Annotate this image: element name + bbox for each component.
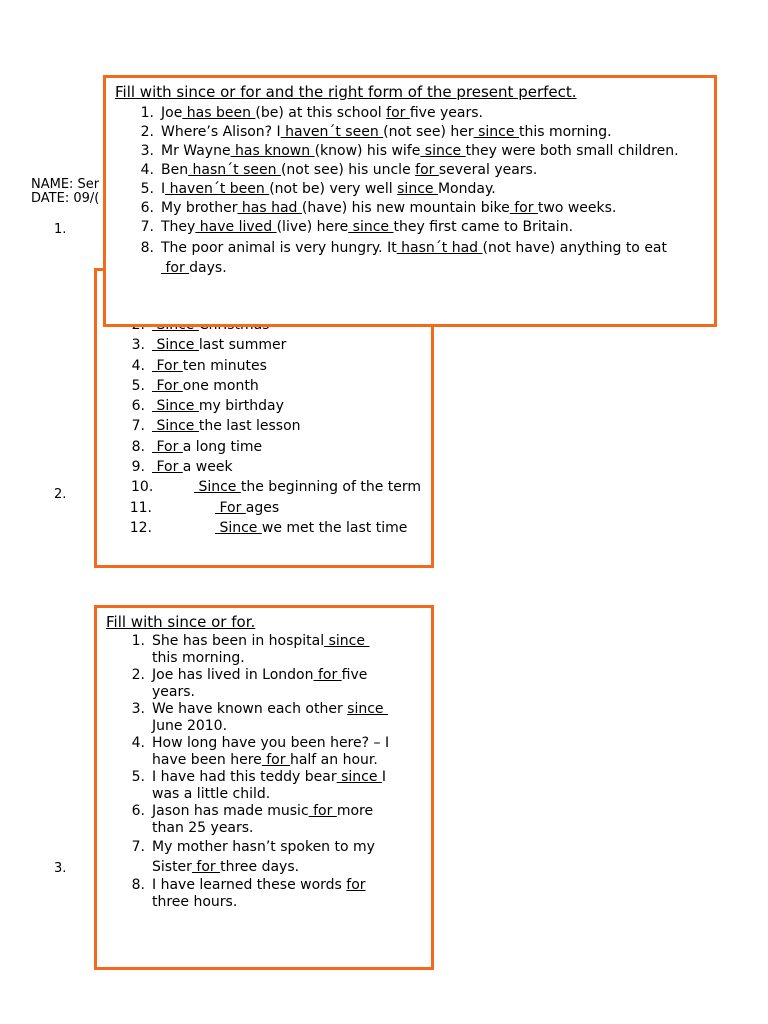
item-number: 9. bbox=[131, 459, 145, 476]
item-sentence bbox=[152, 701, 388, 734]
exercise-2-item bbox=[97, 356, 433, 376]
sentence-text: (not see) her bbox=[383, 124, 474, 140]
item-sentence bbox=[161, 162, 537, 178]
exercise-number-3: 3. bbox=[54, 861, 67, 876]
item-number: 8. bbox=[140, 240, 154, 256]
item-number: 2. bbox=[131, 667, 145, 683]
item-number: 5. bbox=[140, 181, 154, 197]
answer-blank: Since bbox=[215, 519, 262, 536]
item-number: 5. bbox=[131, 377, 145, 394]
item-sentence bbox=[152, 803, 373, 836]
sentence-text: June 2010. bbox=[152, 718, 228, 734]
exercise-2-item bbox=[97, 437, 433, 457]
item-number: 1. bbox=[140, 105, 154, 121]
sentence-text: Ben bbox=[161, 162, 189, 178]
sentence-text: My mother hasn’t spoken to my Sister bbox=[152, 839, 375, 875]
item-number: 4. bbox=[131, 357, 145, 374]
item-sentence bbox=[152, 769, 386, 802]
answer-blank: Since bbox=[152, 337, 199, 354]
item-text: last summer bbox=[198, 337, 287, 354]
item-number: 6. bbox=[131, 398, 145, 415]
sentence-text: My brother bbox=[161, 200, 238, 216]
answer-blank: hasn´t had bbox=[396, 240, 483, 256]
exercise-1-item bbox=[106, 143, 706, 160]
sentence-text: five years. bbox=[152, 667, 368, 700]
answer-blank: For bbox=[215, 499, 246, 516]
answer-blank: for bbox=[346, 877, 366, 893]
answer-blank: for bbox=[509, 200, 538, 216]
answer-blank: for bbox=[261, 752, 290, 768]
item-number: 5. bbox=[131, 769, 145, 785]
exercise-2-item bbox=[97, 498, 433, 518]
student-name-line: NAME: Ser bbox=[31, 177, 100, 192]
sentence-text: this morning. bbox=[152, 650, 245, 666]
sentence-text: Monday. bbox=[437, 181, 496, 197]
item-text: one month bbox=[182, 377, 259, 394]
sentence-text: I was a little child. bbox=[152, 769, 387, 802]
answer-blank: for bbox=[161, 260, 190, 276]
answer-blank: since bbox=[324, 633, 370, 649]
item-number: 7. bbox=[140, 219, 154, 235]
sentence-text: (be) at this school bbox=[255, 105, 387, 121]
item-number: 2. bbox=[140, 124, 154, 140]
sentence-text: Jason has made music bbox=[152, 803, 309, 819]
sentence-text: half an hour. bbox=[289, 752, 378, 768]
item-sentence bbox=[152, 633, 369, 666]
exercise-1-item bbox=[106, 105, 706, 122]
item-number: 11. bbox=[129, 499, 152, 516]
exercise-3-item bbox=[97, 633, 397, 667]
item-sentence bbox=[152, 839, 375, 875]
item-number: 3. bbox=[131, 337, 145, 354]
sentence-text: three days. bbox=[220, 859, 300, 875]
item-text: my birthday bbox=[198, 398, 284, 415]
exercise-3-item bbox=[97, 877, 397, 911]
item-sentence bbox=[161, 105, 483, 121]
item-sentence bbox=[161, 181, 496, 197]
item-sentence bbox=[161, 240, 667, 276]
date-line: DATE: 09/( bbox=[31, 191, 100, 206]
answer-blank: since bbox=[420, 143, 466, 159]
exercise-3-item bbox=[97, 701, 397, 735]
answer-blank: for bbox=[313, 667, 342, 683]
exercise-3-item bbox=[97, 735, 397, 769]
answer-blank: has had bbox=[237, 200, 302, 216]
exercise-number-2: 2. bbox=[54, 487, 67, 502]
exercise-3-box bbox=[94, 605, 434, 970]
sentence-text: (live) here bbox=[276, 219, 349, 235]
answer-blank: have lived bbox=[195, 219, 277, 235]
exercise-2-item bbox=[97, 457, 433, 477]
item-number: 4. bbox=[131, 735, 145, 751]
item-number: 8. bbox=[131, 877, 145, 893]
item-sentence bbox=[161, 143, 679, 159]
exercise-2-item bbox=[97, 396, 433, 416]
item-sentence bbox=[161, 219, 573, 235]
answer-blank: Since bbox=[152, 398, 199, 415]
exercise-1-item bbox=[106, 238, 706, 278]
answer-blank: since bbox=[397, 181, 438, 197]
sentence-text: Joe has lived in London bbox=[152, 667, 314, 683]
item-text: ten minutes bbox=[182, 357, 267, 374]
answer-blank: For bbox=[152, 438, 183, 455]
exercise-3-list bbox=[97, 633, 397, 911]
sentence-text: (not see) his uncle bbox=[280, 162, 416, 178]
sentence-text: They bbox=[161, 219, 196, 235]
answer-blank: haven´t seen bbox=[280, 124, 384, 140]
exercise-1-list bbox=[106, 105, 706, 280]
item-number: 8. bbox=[131, 438, 145, 455]
item-text: we met the last time bbox=[261, 519, 408, 536]
answer-blank: Since bbox=[194, 479, 241, 496]
answer-blank: For bbox=[152, 459, 183, 476]
sentence-text: days. bbox=[189, 260, 227, 276]
exercise-number-1: 1. bbox=[54, 222, 67, 237]
exercise-3-item bbox=[97, 803, 397, 837]
exercise-1-title bbox=[115, 83, 577, 101]
sentence-text: five years. bbox=[409, 105, 483, 121]
exercise-2-item bbox=[97, 518, 433, 538]
answer-blank: For bbox=[152, 377, 183, 394]
answer-blank: since bbox=[347, 701, 388, 717]
answer-blank: for bbox=[386, 105, 410, 121]
exercise-2-item bbox=[97, 416, 433, 436]
sentence-text: (have) his new mountain bike bbox=[301, 200, 510, 216]
answer-blank: for bbox=[191, 859, 221, 875]
sentence-text: The poor animal is very hungry. It bbox=[161, 240, 397, 256]
exercise-2-list bbox=[97, 315, 433, 538]
item-number: 4. bbox=[140, 162, 154, 178]
exercise-1-item bbox=[106, 219, 706, 236]
sentence-text: several years. bbox=[438, 162, 538, 178]
sentence-text: (not have) anything to eat bbox=[482, 240, 668, 256]
answer-blank: hasn´t seen bbox=[188, 162, 281, 178]
answer-blank: Since bbox=[152, 418, 199, 435]
answer-blank: For bbox=[152, 357, 183, 374]
item-text: a week bbox=[182, 459, 233, 476]
exercise-1-box bbox=[103, 75, 717, 327]
answer-blank: haven´t been bbox=[165, 181, 270, 197]
exercise-1-title-a: Fill with since or for and the right form of bbox=[115, 83, 423, 101]
item-number: 7. bbox=[131, 839, 145, 855]
exercise-1-item bbox=[106, 200, 706, 217]
exercise-3-item bbox=[97, 837, 397, 877]
item-number: 7. bbox=[131, 418, 145, 435]
item-number: 3. bbox=[140, 143, 154, 159]
item-number: 3. bbox=[131, 701, 145, 717]
item-sentence bbox=[152, 735, 389, 768]
exercise-2-item bbox=[97, 477, 433, 497]
sentence-text: this morning. bbox=[518, 124, 612, 140]
sentence-text: Mr Wayne bbox=[161, 143, 231, 159]
item-text: the last lesson bbox=[198, 418, 301, 435]
exercise-1-item bbox=[106, 124, 706, 141]
item-number: 6. bbox=[131, 803, 145, 819]
item-sentence bbox=[152, 667, 367, 700]
sentence-text: How long have you been here? – I have been here bbox=[152, 735, 390, 768]
item-number: 1. bbox=[131, 633, 145, 649]
answer-blank: for bbox=[308, 803, 337, 819]
sentence-text: they first came to Britain. bbox=[393, 219, 574, 235]
sentence-text: two weeks. bbox=[537, 200, 617, 216]
sentence-text: Where’s Alison? I bbox=[161, 124, 281, 140]
sentence-text: they were both small children. bbox=[465, 143, 679, 159]
answer-blank: has been bbox=[182, 105, 256, 121]
exercise-3-item bbox=[97, 667, 397, 701]
sentence-text: She has been in hospital bbox=[152, 633, 325, 649]
sentence-text: more than 25 years. bbox=[152, 803, 374, 836]
item-number: 6. bbox=[140, 200, 154, 216]
sentence-text: I have learned these words bbox=[152, 877, 347, 893]
item-number: 10. bbox=[131, 479, 154, 496]
answer-blank: for bbox=[415, 162, 439, 178]
item-number: 12. bbox=[129, 519, 152, 536]
item-text: the beginning of the term bbox=[240, 479, 422, 496]
item-sentence bbox=[161, 124, 612, 140]
exercise-2-item bbox=[97, 335, 433, 355]
item-text: a long time bbox=[182, 438, 263, 455]
sentence-text: I bbox=[161, 181, 166, 197]
exercise-3-item bbox=[97, 769, 397, 803]
sentence-text: three hours. bbox=[152, 894, 238, 910]
sentence-text: (not be) very well bbox=[269, 181, 398, 197]
sentence-text: We have known each other bbox=[152, 701, 348, 717]
item-text: ages bbox=[245, 499, 280, 516]
item-sentence bbox=[152, 877, 366, 910]
answer-blank: since bbox=[336, 769, 382, 785]
exercise-1-item bbox=[106, 181, 706, 198]
sentence-text: I have had this teddy bear bbox=[152, 769, 337, 785]
answer-blank: has known bbox=[230, 143, 315, 159]
answer-blank: since bbox=[473, 124, 519, 140]
sentence-text: (know) his wife bbox=[314, 143, 421, 159]
sentence-text: Joe bbox=[161, 105, 183, 121]
exercise-1-item bbox=[106, 162, 706, 179]
item-sentence bbox=[161, 200, 616, 216]
exercise-2-item bbox=[97, 376, 433, 396]
exercise-3-title: Fill with since or for. bbox=[106, 613, 256, 631]
exercise-1-title-b: the present perfect. bbox=[427, 83, 577, 101]
answer-blank: since bbox=[348, 219, 394, 235]
